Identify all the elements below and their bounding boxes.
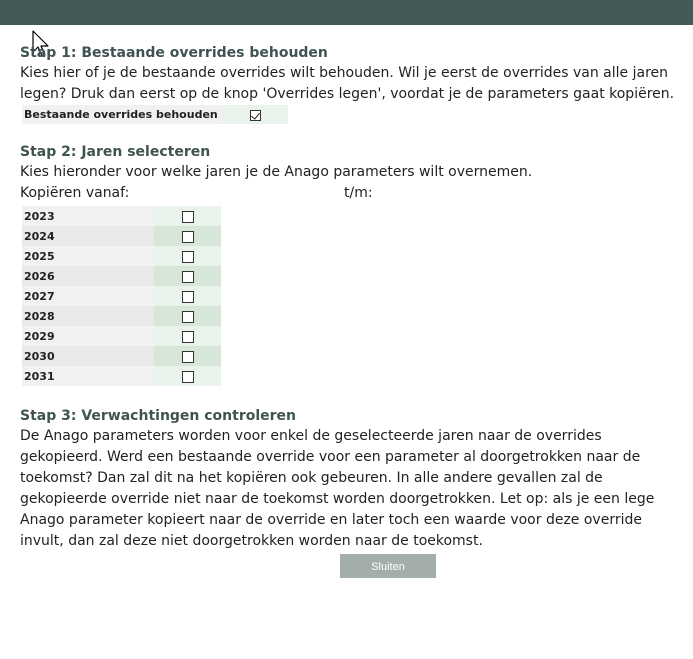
year-checkbox[interactable] (182, 291, 194, 303)
year-checkbox-cell (154, 346, 221, 366)
step2-title: Stap 2: Jaren selecteren (20, 144, 211, 160)
year-checkbox[interactable] (182, 271, 194, 283)
year-label: 2025 (22, 246, 154, 266)
year-checkbox[interactable] (182, 231, 194, 243)
step1-text: Kies hier of je de bestaande overrides wilt behouden. Wil je eerst de overrides van alle jaren legen? Druk dan eerst op de knop 'Overrides legen', voordat je de parameters gaat kopiëren. (20, 65, 675, 102)
copy-to-label: t/m: (344, 185, 373, 201)
year-label: 2026 (22, 266, 154, 286)
year-checkbox-cell (154, 286, 221, 306)
year-row (22, 306, 221, 326)
year-row (22, 286, 221, 306)
year-checkbox[interactable] (182, 371, 194, 383)
year-label: 2023 (22, 206, 154, 226)
copy-from-label: Kopiëren vanaf: (20, 185, 130, 201)
keep-overrides-label: Bestaande overrides behouden (22, 105, 222, 124)
year-label: 2027 (22, 286, 154, 306)
year-label: 2028 (22, 306, 154, 326)
year-checkbox[interactable] (182, 251, 194, 263)
year-checkbox-cell (154, 206, 221, 226)
keep-overrides-checkbox[interactable] (250, 110, 261, 121)
copy-range-row (20, 183, 680, 204)
keep-overrides-table (22, 105, 288, 124)
year-checkbox[interactable] (182, 211, 194, 223)
top-bar (0, 0, 693, 25)
year-label: 2031 (22, 366, 154, 386)
year-checkbox[interactable] (182, 351, 194, 363)
step1-title: Stap 1: Bestaande overrides behouden (20, 45, 328, 61)
year-row (22, 206, 221, 226)
year-checkbox[interactable] (182, 311, 194, 323)
year-row (22, 346, 221, 366)
keep-overrides-cell (222, 105, 288, 124)
year-row (22, 266, 221, 286)
step2-text: Kies hieronder voor welke jaren je de Anago parameters wilt overnemen. (20, 164, 533, 180)
year-label: 2024 (22, 226, 154, 246)
year-checkbox-cell (154, 226, 221, 246)
year-checkbox-cell (154, 266, 221, 286)
year-label: 2030 (22, 346, 154, 366)
year-row (22, 366, 221, 386)
year-row (22, 326, 221, 346)
year-row (22, 246, 221, 266)
close-button[interactable]: Sluiten (340, 554, 436, 578)
step3-text: De Anago parameters worden voor enkel de geselecteerde jaren naar de overrides gekopieerd. Werd een bestaande override voor een parameter al doorgetrokken naar de toekomst? Dan zal dit na het kopiëren ook gebeuren. In alle andere gevallen zal de gekopieerde override niet naar de toekomst worden doorgetrokken. Let op: als je een lege Anago parameter kopieert naar de override en later toch een waarde voor deze override invult, dan zal deze niet doorgetrokken worden naar de toekomst. (20, 428, 655, 549)
step3-title: Stap 3: Verwachtingen controleren (20, 408, 297, 424)
year-label: 2029 (22, 326, 154, 346)
dialog-content (20, 43, 680, 552)
year-checkbox-cell (154, 306, 221, 326)
years-table (22, 206, 221, 386)
year-checkbox-cell (154, 246, 221, 266)
year-checkbox[interactable] (182, 331, 194, 343)
year-checkbox-cell (154, 326, 221, 346)
year-checkbox-cell (154, 366, 221, 386)
year-row (22, 226, 221, 246)
